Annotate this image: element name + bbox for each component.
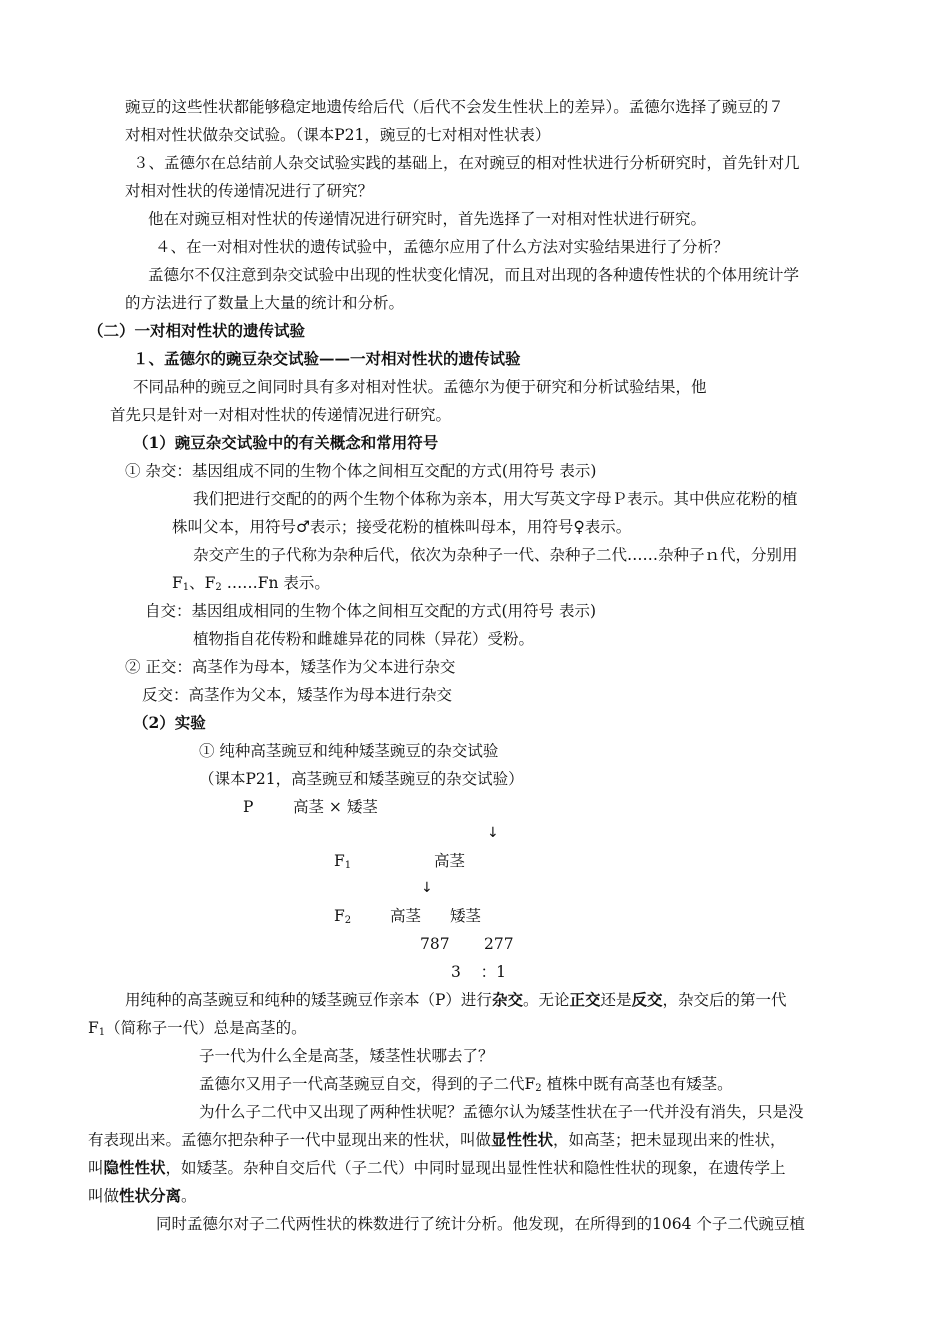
- ratio: 3 ：1: [451, 963, 506, 981]
- f2-short: 矮茎: [450, 907, 482, 925]
- paragraph-line: $F_1$（简称子一代）总是高茎的。: [88, 1019, 307, 1038]
- paragraph-line: 对相对性状做杂交试验。（课本P21，豌豆的七对相对性状表）: [125, 126, 551, 144]
- paragraph-line: 株叫父本，用符号♂表示；接受花粉的植株叫母本，用符号♀表示。: [172, 518, 632, 536]
- paragraph-line: 用纯种的高茎豌豆和纯种的矮茎豌豆作亲本（P）进行杂交。无论正交还是反交，杂交后的第一代: [125, 990, 787, 1009]
- paragraph-line: 为什么子二代中又出现了两种性状呢？孟德尔认为矮茎性状在子一代并没有消失，只是没: [199, 1103, 804, 1121]
- question-3-line: 对相对性状的传递情况进行了研究？: [125, 182, 374, 200]
- down-arrow-icon: ↓: [487, 825, 499, 841]
- subsection-heading: （1）豌豆杂交试验中的有关概念和常用符号: [133, 433, 439, 452]
- count-tall: 787: [420, 935, 450, 953]
- paragraph-line: 他在对豌豆相对性状的传递情况进行研究时，首先选择了一对相对性状进行研究。: [148, 210, 707, 228]
- experiment-title: ① 纯种高茎豌豆和纯种矮茎豌豆的杂交试验: [199, 742, 499, 760]
- paragraph-line: 的方法进行了数量上大量的统计和分析。: [125, 294, 405, 312]
- paragraph-line: 有表现出来。孟德尔把杂种子一代中显现出来的性状，叫做显性性状，如高茎；把未显现出来的性状，: [88, 1130, 786, 1149]
- p-label: P: [243, 798, 254, 816]
- paragraph-line: 孟德尔不仅注意到杂交试验中出现的性状变化情况，而且对出现的各种遗传性状的个体用统计学: [148, 266, 800, 284]
- f2-label: $F_2$: [334, 907, 352, 926]
- f1-label: $F_1$: [334, 852, 352, 871]
- definition-self-cross: 自交：基因组成相同的生物个体之间相互交配的方式(用符号 表示): [145, 602, 597, 620]
- definition-cross: ① 杂交：基因组成不同的生物个体之间相互交配的方式(用符号 表示): [125, 462, 597, 480]
- paragraph-line: 豌豆的这些性状都能够稳定地遗传给后代（后代不会发生性状上的差异）。孟德尔选择了豌豆的７: [125, 98, 784, 116]
- p-cross: 高茎 × 矮茎: [293, 798, 378, 816]
- definition-reciprocal: ② 正交：高茎作为母本，矮茎作为父本进行杂交: [125, 658, 456, 676]
- paragraph-line: $F_1$、$F_2$ ……Fn 表示。: [172, 574, 330, 593]
- section-heading: （二）一对相对性状的遗传试验: [88, 321, 306, 340]
- paragraph-line: 我们把进行交配的的两个生物个体称为亲本，用大写英文字母Ｐ表示。其中供应花粉的植: [193, 490, 798, 508]
- question-4-line: ４、在一对相对性状的遗传试验中，孟德尔应用了什么方法对实验结果进行了分析？: [155, 238, 729, 256]
- paragraph-line: 同时孟德尔对子二代两性状的株数进行了统计分析。他发现，在所得到的1064 个子二代豌豆植: [156, 1215, 805, 1233]
- paragraph-line: 叫做性状分离。: [88, 1186, 197, 1205]
- paragraph-line: 杂交产生的子代称为杂种后代，依次为杂种子一代、杂种子二代……杂种子ｎ代，分别用: [193, 546, 798, 564]
- down-arrow-icon: ↓: [421, 880, 433, 896]
- count-short: 277: [484, 935, 514, 953]
- subsection-heading: （2）实验: [133, 713, 206, 732]
- paragraph-line: 首先只是针对一对相对性状的传递情况进行研究。: [110, 406, 452, 424]
- experiment-reference: （课本P21，高茎豌豆和矮茎豌豆的杂交试验）: [199, 770, 524, 788]
- subsection-heading: １、孟德尔的豌豆杂交试验——一对相对性状的遗传试验: [133, 349, 521, 368]
- paragraph-line: 孟德尔又用子一代高茎豌豆自交，得到的子二代$F_2$ 植株中既有高茎也有矮茎。: [199, 1075, 733, 1094]
- paragraph-line: 植物指自花传粉和雌雄异花的同株（异花）受粉。: [193, 630, 535, 648]
- paragraph-line: 不同品种的豌豆之间同时具有多对相对性状。孟德尔为便于研究和分析试验结果，他: [133, 378, 707, 396]
- definition-reciprocal: 反交：高茎作为父本，矮茎作为母本进行杂交: [142, 686, 453, 704]
- f1-trait: 高茎: [434, 852, 466, 870]
- paragraph-line: 子一代为什么全是高茎，矮茎性状哪去了？: [199, 1047, 494, 1065]
- question-3-line: ３、孟德尔在总结前人杂交试验实践的基础上，在对豌豆的相对性状进行分析研究时，首先针对几: [133, 154, 800, 172]
- paragraph-line: 叫隐性性状，如矮茎。杂种自交后代（子二代）中同时显现出显性性状和隐性性状的现象，在遗传学上: [88, 1158, 786, 1177]
- f2-tall: 高茎: [390, 907, 422, 925]
